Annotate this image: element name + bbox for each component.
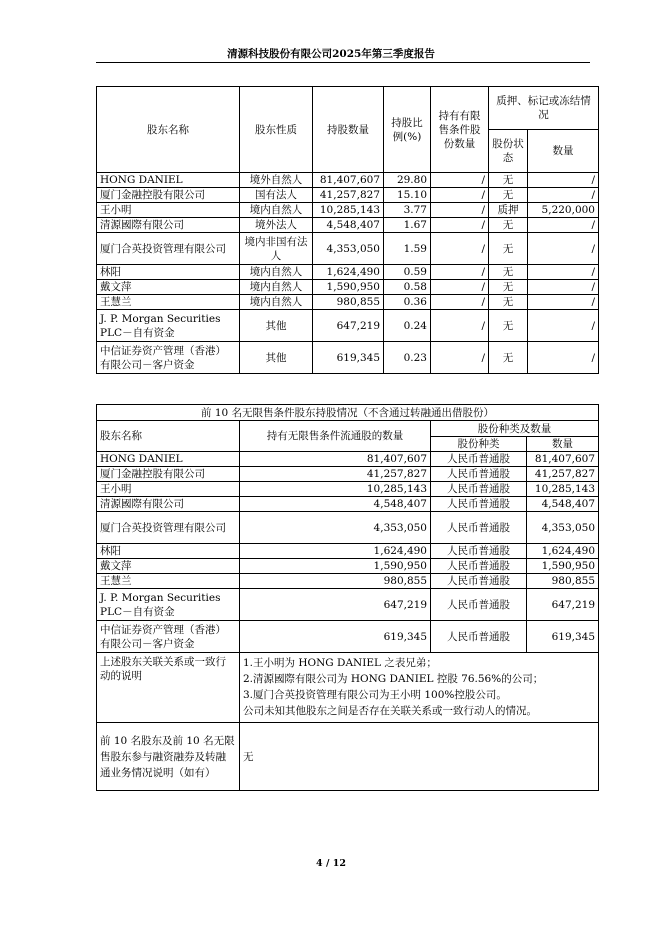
cell-restricted-shares: / [431, 280, 489, 295]
cell-shareholder-name: 王小明 [97, 482, 240, 497]
cell-pledge-qty: 5,220,000 [528, 203, 599, 218]
header-share-type: 股份种类 [431, 437, 527, 452]
cell-shares: 980,855 [313, 295, 384, 310]
cell-share-type: 人民币普通股 [431, 512, 527, 544]
cell-restricted-shares: / [431, 218, 489, 233]
cell-share-qty: 4,353,050 [527, 512, 599, 544]
margin-trading-label: 前 10 名股东及前 10 名无限售股东参与融资融券及转融通业务情况说明（如有） [97, 723, 240, 791]
table-row [97, 482, 599, 497]
cell-shares: 647,219 [313, 310, 384, 342]
cell-unrestricted-shares: 647,219 [240, 589, 431, 621]
table-row [97, 310, 599, 342]
cell-share-qty: 10,285,143 [527, 482, 599, 497]
cell-pledge-qty: / [528, 173, 599, 188]
cell-pledge-status: 无 [489, 342, 528, 374]
cell-ratio: 1.59 [384, 233, 431, 265]
margin-trading-row [97, 723, 599, 791]
cell-share-qty: 647,219 [527, 589, 599, 621]
header-pledge-group: 质押、标记或冻结情况 [489, 87, 599, 130]
cell-ratio: 3.77 [384, 203, 431, 218]
cell-shareholder-name: 林阳 [97, 544, 240, 559]
page-header: 清源科技股份有限公司2025年第三季度报告 [227, 48, 435, 60]
cell-pledge-qty: / [528, 280, 599, 295]
cell-shares: 619,345 [313, 342, 384, 374]
cell-unrestricted-shares: 41,257,827 [240, 467, 431, 482]
cell-pledge-status: 无 [489, 295, 528, 310]
cell-ratio: 0.36 [384, 295, 431, 310]
cell-share-type: 人民币普通股 [431, 544, 527, 559]
cell-pledge-status: 无 [489, 188, 528, 203]
cell-pledge-qty: / [528, 295, 599, 310]
cell-shareholder-name: 王小明 [97, 203, 240, 218]
cell-share-qty: 41,257,827 [527, 467, 599, 482]
table-row [97, 188, 599, 203]
cell-share-type: 人民币普通股 [431, 452, 527, 467]
cell-shareholder-name: HONG DANIEL [97, 173, 240, 188]
cell-share-type: 人民币普通股 [431, 574, 527, 589]
cell-shareholder-name: 厦门金融控股有限公司 [97, 188, 240, 203]
cell-share-qty: 1,590,950 [527, 559, 599, 574]
cell-share-qty: 619,345 [527, 621, 599, 653]
table-row [97, 203, 599, 218]
table-row [97, 233, 599, 265]
table-row [97, 497, 599, 512]
cell-shareholder-nature: 其他 [240, 342, 313, 374]
cell-pledge-status: 无 [489, 310, 528, 342]
cell-shares: 4,353,050 [313, 233, 384, 265]
cell-shareholder-nature: 境外法人 [240, 218, 313, 233]
relation-note-line: 公司未知其他股东之间是否存在关联关系或一致行动人的情况。 [243, 705, 537, 717]
cell-pledge-status: 无 [489, 233, 528, 265]
relation-label: 上述股东关联关系或一致行动的说明 [97, 653, 240, 723]
cell-share-qty: 81,407,607 [527, 452, 599, 467]
header-pledge-status: 股份状态 [489, 130, 528, 173]
relation-row [97, 653, 599, 723]
header-pledge-qty: 数量 [528, 130, 599, 173]
cell-shareholder-name: 厦门合英投资管理有限公司 [97, 233, 240, 265]
cell-ratio: 0.23 [384, 342, 431, 374]
cell-share-qty: 1,624,490 [527, 544, 599, 559]
table-row [97, 342, 599, 374]
cell-unrestricted-shares: 4,353,050 [240, 512, 431, 544]
cell-restricted-shares: / [431, 295, 489, 310]
cell-shareholder-name: 厦门合英投资管理有限公司 [97, 512, 240, 544]
cell-restricted-shares: / [431, 233, 489, 265]
cell-share-qty: 980,855 [527, 574, 599, 589]
cell-pledge-status: 无 [489, 280, 528, 295]
cell-unrestricted-shares: 619,345 [240, 621, 431, 653]
table-row [97, 621, 599, 653]
cell-shareholder-nature: 国有法人 [240, 188, 313, 203]
cell-shareholder-name: 王慧兰 [97, 295, 240, 310]
table-row [97, 589, 599, 621]
cell-share-type: 人民币普通股 [431, 621, 527, 653]
cell-pledge-qty: / [528, 265, 599, 280]
cell-shareholder-name: 清源國際有限公司 [97, 497, 240, 512]
table-row [97, 544, 599, 559]
relation-note-line: 2.清源國際有限公司为 HONG DANIEL 控股 76.56%的公司； [243, 673, 544, 685]
cell-shares: 4,548,407 [313, 218, 384, 233]
cell-shareholder-name: 王慧兰 [97, 574, 240, 589]
table-row [97, 574, 599, 589]
cell-shareholder-nature: 其他 [240, 310, 313, 342]
cell-shareholder-name: 林阳 [97, 265, 240, 280]
cell-shareholder-nature: 境内非国有法人 [240, 233, 313, 265]
table-row [97, 467, 599, 482]
header-shareholder-name: 股东名称 [97, 87, 240, 173]
header-shareholder-name: 股东名称 [97, 421, 240, 452]
cell-shares: 1,624,490 [313, 265, 384, 280]
unrestricted-shareholders-table [96, 404, 599, 791]
cell-ratio: 29.80 [384, 173, 431, 188]
cell-shares: 1,590,950 [313, 280, 384, 295]
header-share-type-group: 股份种类及数量 [431, 421, 599, 437]
cell-pledge-qty: / [528, 218, 599, 233]
cell-share-type: 人民币普通股 [431, 559, 527, 574]
cell-shareholder-nature: 境内自然人 [240, 280, 313, 295]
top-shareholders-table [96, 86, 599, 374]
cell-restricted-shares: / [431, 188, 489, 203]
cell-shareholder-name: 厦门金融控股有限公司 [97, 467, 240, 482]
table-row [97, 512, 599, 544]
cell-unrestricted-shares: 81,407,607 [240, 452, 431, 467]
cell-unrestricted-shares: 10,285,143 [240, 482, 431, 497]
cell-restricted-shares: / [431, 173, 489, 188]
cell-restricted-shares: / [431, 203, 489, 218]
cell-shares: 10,285,143 [313, 203, 384, 218]
cell-pledge-status: 质押 [489, 203, 528, 218]
cell-restricted-shares: / [431, 265, 489, 280]
cell-shares: 81,407,607 [313, 173, 384, 188]
cell-shareholder-name: 戴文萍 [97, 280, 240, 295]
cell-pledge-qty: / [528, 188, 599, 203]
cell-share-qty: 4,548,407 [527, 497, 599, 512]
cell-unrestricted-shares: 1,590,950 [240, 559, 431, 574]
cell-unrestricted-shares: 980,855 [240, 574, 431, 589]
header-share-qty: 数量 [527, 437, 599, 452]
table-row [97, 218, 599, 233]
header-rule [96, 62, 590, 63]
relation-note-line: 3.厦门合英投资管理有限公司为王小明 100%控股公司。 [243, 689, 507, 701]
cell-shareholder-nature: 境内自然人 [240, 203, 313, 218]
cell-shareholder-name: 戴文萍 [97, 559, 240, 574]
cell-shareholder-name: J. P. Morgan Securities PLC－自有资金 [97, 589, 240, 621]
header-restricted-shares: 持有有限售条件股份数量 [431, 87, 489, 173]
cell-shareholder-nature: 境内自然人 [240, 295, 313, 310]
margin-trading-value: 无 [240, 723, 599, 791]
cell-ratio: 15.10 [384, 188, 431, 203]
relation-notes [240, 653, 599, 723]
table-row [97, 559, 599, 574]
cell-ratio: 0.58 [384, 280, 431, 295]
table-row [97, 173, 599, 188]
cell-share-type: 人民币普通股 [431, 497, 527, 512]
cell-share-type: 人民币普通股 [431, 482, 527, 497]
cell-shareholder-name: HONG DANIEL [97, 452, 240, 467]
cell-pledge-qty: / [528, 342, 599, 374]
cell-shareholder-nature: 境内自然人 [240, 265, 313, 280]
cell-ratio: 1.67 [384, 218, 431, 233]
cell-shareholder-name: 中信证券资产管理（香港）有限公司－客户资金 [97, 342, 240, 374]
cell-share-type: 人民币普通股 [431, 589, 527, 621]
cell-shareholder-name: J. P. Morgan Securities PLC－自有资金 [97, 310, 240, 342]
table-row [97, 265, 599, 280]
relation-note-line: 1.王小明为 HONG DANIEL 之表兄弟； [243, 657, 437, 669]
cell-pledge-status: 无 [489, 265, 528, 280]
cell-shareholder-name: 中信证券资产管理（香港）有限公司－客户资金 [97, 621, 240, 653]
table2-title: 前 10 名无限售条件股东持股情况（不含通过转融通出借股份） [97, 405, 599, 421]
table-row [97, 280, 599, 295]
cell-pledge-status: 无 [489, 173, 528, 188]
header-shares: 持股数量 [313, 87, 384, 173]
cell-ratio: 0.24 [384, 310, 431, 342]
cell-pledge-status: 无 [489, 218, 528, 233]
cell-pledge-qty: / [528, 310, 599, 342]
cell-shareholder-name: 清源國際有限公司 [97, 218, 240, 233]
cell-shares: 41,257,827 [313, 188, 384, 203]
cell-pledge-qty: / [528, 233, 599, 265]
header-shareholder-nature: 股东性质 [240, 87, 313, 173]
cell-restricted-shares: / [431, 310, 489, 342]
cell-shareholder-nature: 境外自然人 [240, 173, 313, 188]
table-row [97, 295, 599, 310]
page-number: 4 / 12 [316, 858, 346, 869]
cell-ratio: 0.59 [384, 265, 431, 280]
cell-share-type: 人民币普通股 [431, 467, 527, 482]
header-unrestricted-shares: 持有无限售条件流通股的数量 [240, 421, 431, 452]
cell-unrestricted-shares: 1,624,490 [240, 544, 431, 559]
header-ratio: 持股比例(%) [384, 87, 431, 173]
table-row [97, 452, 599, 467]
cell-unrestricted-shares: 4,548,407 [240, 497, 431, 512]
cell-restricted-shares: / [431, 342, 489, 374]
